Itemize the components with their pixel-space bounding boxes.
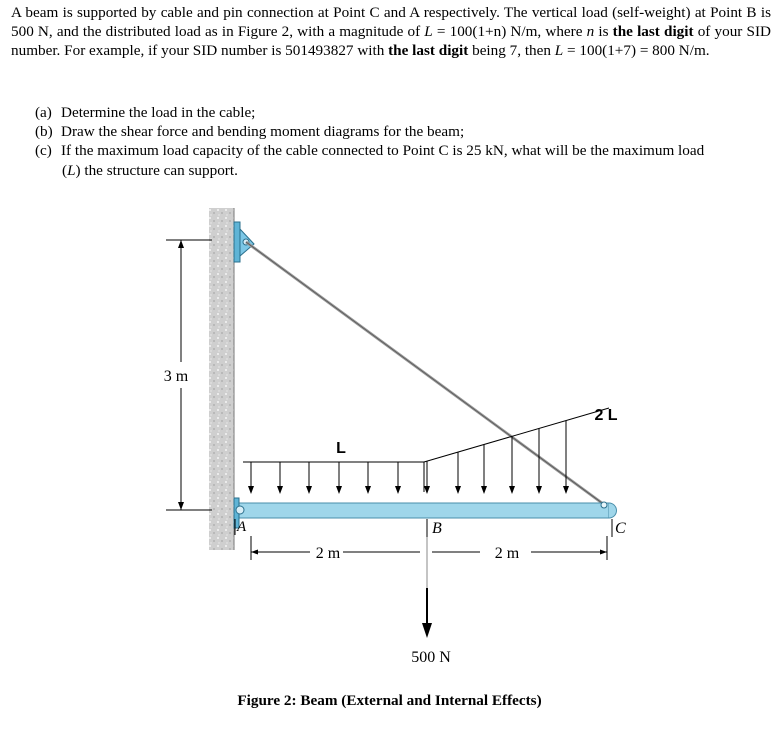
load-arrow-head	[365, 486, 371, 494]
problem-statement: A beam is supported by cable and pin connection at Point C and A respectively. The vertical load (self-weight) at Point B is 500 N, and the distributed load as in Figure 2, with a magnitude of L = 100(1+n) N/m, where n is the last digit of your SID number. For example, if your SID number is 501493827 with the last digit being 7, then L = 100(1+7) = 800 N/m.	[11, 4, 771, 60]
span-dimensions	[251, 536, 607, 560]
force-label: 500 N	[411, 649, 451, 666]
load-arrow-head	[395, 486, 401, 494]
question-b: (b) Draw the shear force and bending moment diagrams for the beam;	[35, 123, 465, 141]
load-arrow-head	[248, 486, 254, 494]
figure-caption: Figure 2: Beam (External and Internal Effects)	[237, 692, 542, 709]
wall	[209, 208, 234, 550]
load-arrow-head	[563, 486, 569, 494]
label-c: C	[615, 520, 626, 537]
load-arrow-head	[277, 486, 283, 494]
pin-c	[601, 502, 607, 508]
load-arrow-head	[424, 486, 430, 494]
load-left-label: L	[336, 440, 346, 457]
question-c: (c) If the maximum load capacity of the cable connected to Point C is 25 kN, what will be the maximum load (L) the structure can support.	[35, 142, 705, 179]
label-a: A	[237, 519, 247, 535]
dim-right-label: 2 m	[494, 545, 520, 562]
beam	[238, 503, 609, 518]
distributed-load	[243, 408, 609, 494]
load-right-label: 2 L	[594, 407, 618, 424]
label-b: B	[432, 520, 442, 537]
load-arrow-head	[306, 486, 312, 494]
load-arrow-head	[336, 486, 342, 494]
height-label: 3 m	[163, 368, 189, 385]
dim-left-label: 2 m	[315, 545, 341, 562]
force-arrow	[422, 537, 432, 638]
load-arrow-head	[509, 486, 515, 494]
load-arrow-head	[455, 486, 461, 494]
cable-anchor	[234, 222, 254, 262]
load-arrow-head	[536, 486, 542, 494]
question-a: (a) Determine the load in the cable;	[35, 104, 256, 121]
load-arrow-head	[481, 486, 487, 494]
